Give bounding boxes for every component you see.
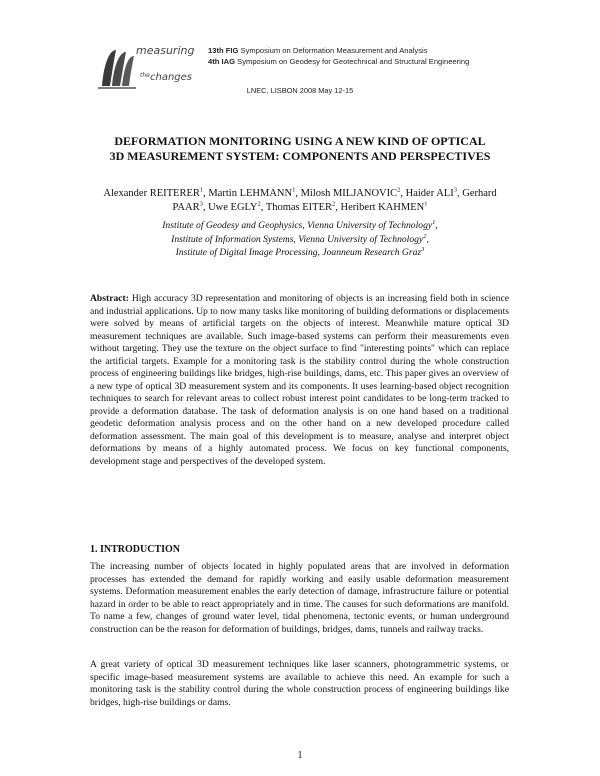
- section-heading: 1. INTRODUCTION: [90, 544, 181, 555]
- intro-paragraph-2: A great variety of optical 3D measurement techniques like laser scanners, photogrammetric systems, or specific image-based measurement systems are available to achieve this need. An example for such a monitoring task is the stability control during the whole construction process of engineering buildings like bridges, high-rise buildings or dams.: [90, 659, 509, 708]
- author: [103, 188, 208, 199]
- author-name: Haider ALI: [405, 188, 454, 199]
- author-name: Gerhard PAAR: [172, 188, 497, 213]
- author-separator: ,: [456, 188, 463, 199]
- symposium-line-2: [208, 56, 469, 67]
- author-separator: ,: [260, 202, 266, 213]
- author-affiliation-mark: 3: [199, 200, 203, 208]
- affiliation-mark: 2: [423, 232, 427, 240]
- author-affiliation-mark: 1: [424, 200, 428, 208]
- author-separator: ,: [400, 188, 406, 199]
- abstract-label: Abstract:: [90, 293, 129, 304]
- symposium-1-text: Symposium on Deformation Measurement and Analysis: [240, 46, 428, 55]
- author-affiliation-mark: 2: [332, 200, 336, 208]
- paper-title: [60, 134, 540, 164]
- author-name: Alexander REITERER: [103, 188, 200, 199]
- affiliation-text: Institute of Digital Image Processing, Joanneum Research Graz: [175, 247, 422, 258]
- author-name: Heribert KAHMEN: [340, 202, 425, 213]
- author-affiliation-mark: 1: [199, 186, 204, 194]
- author-affiliation-mark: 2: [397, 186, 401, 194]
- author-name: Thomas EITER: [265, 202, 333, 213]
- symposium-1-prefix: 13th FIG: [208, 46, 239, 55]
- affiliation-mark: 1: [432, 218, 436, 226]
- venue-line: LNEC, LISBON 2008 May 12-15: [246, 86, 354, 95]
- logo-text-measuring: measuring: [136, 44, 195, 57]
- author-name: Martin LEHMANN: [208, 188, 293, 199]
- page-number: 1: [297, 750, 303, 761]
- affiliation-list: [90, 219, 510, 260]
- affiliation-end: ,: [435, 220, 438, 231]
- affiliation-text: Institute of Geodesy and Geophysics, Vienna University of Technology: [162, 220, 433, 231]
- affiliation-end: ,: [426, 233, 429, 245]
- symposium-header: [208, 45, 469, 67]
- abstract: [90, 293, 509, 468]
- author: [208, 202, 266, 213]
- author: [341, 202, 428, 213]
- author: [266, 202, 341, 213]
- paper-title-line-1: DEFORMATION MONITORING USING A NEW KIND OF OPTICAL: [114, 134, 486, 148]
- author-separator: ,: [203, 188, 209, 199]
- logo-text-changes: changes: [150, 72, 193, 83]
- paper-title-line-2: 3D MEASUREMENT SYSTEM: COMPONENTS AND PERSPECTIVES: [109, 149, 491, 163]
- symposium-2-prefix: 4th IAG: [208, 57, 236, 66]
- author: [301, 188, 406, 199]
- author-separator: ,: [202, 202, 209, 213]
- symposium-2-text: Symposium on Geodesy for Geotechnical and Structural Engineering: [237, 57, 470, 66]
- affiliation: [90, 233, 510, 247]
- affiliation-mark: 3: [421, 245, 425, 253]
- author-list: [90, 187, 510, 215]
- logo-text-the: the: [140, 72, 150, 79]
- affiliation-text: Institute of Information Systems, Vienna University of Technology: [171, 233, 424, 245]
- author-name: Uwe EGLY: [208, 202, 258, 213]
- author-separator: ,: [295, 188, 301, 199]
- author-separator: ,: [335, 202, 341, 213]
- author: [406, 188, 463, 199]
- author-affiliation-mark: 3: [453, 186, 457, 194]
- affiliation: [90, 219, 510, 233]
- author-name: Milosh MILJANOVIC: [300, 188, 398, 199]
- abstract-text: High accuracy 3D representation and monitoring of objects is an increasing field both in science and industrial applications. Up to now many tasks like monitoring of building deformations or displacements were solved by means of artificial targets on the objects of interest. Meanwhile mature optical 3D measurement techniques are available. Such image-based systems can perform their measurements even without targeting. They use the texture on the object surface to find "interesting points" which can replace the artificial targets. Example for a monitoring task is the stability control during the whole construction process of engineering buildings like bridges, high-rise buildings, dams, etc. This paper gives an overview of a new type of optical 3D measurement system and its components. It uses learning-based object recognition techniques to search for relevant areas to collect robust interest point candidates to be long-term tracked to provide a deformation database. The task of deformation analysis is on one hand based on a traditional geodetic deformation analysis process and on the other hand on a new developed procedure called deformation assessment. The main goal of this development is to measure, analyse and interpret object deformations by means of a highly automated process. We focus on key functional components, development stage and perspectives of the developed system.: [90, 293, 509, 467]
- symposium-line-1: [208, 45, 469, 56]
- affiliation: [90, 246, 510, 260]
- author-affiliation-mark: 2: [257, 200, 261, 208]
- intro-paragraph-1: The increasing number of objects located in highly populated areas that are involved in deformation processes has extended the demand for rapidly working and easily usable deformation measurement systems. Deformation measurement enables the early detection of damage, infrastructure failure or potential hazard in order to be able to react appropriately and in time. The causes for such deformations are manifold. To name a few, changes of ground water level, tidal phenomena, tectonic events, or human underground construction can be the reason for deformation of buildings, bridges, dams, tunnels and railway tracks.: [90, 561, 509, 635]
- author-affiliation-mark: 1: [292, 186, 296, 194]
- author: [208, 188, 300, 199]
